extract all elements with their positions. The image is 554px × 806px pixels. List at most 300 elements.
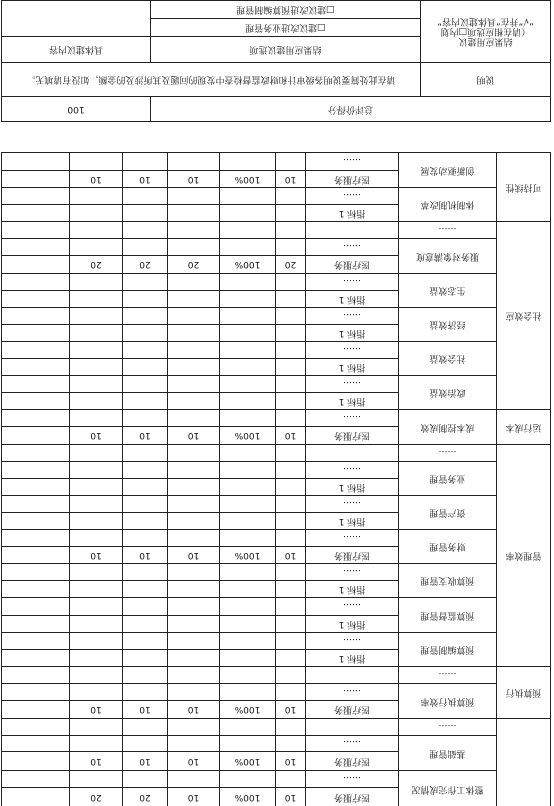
subcategory-cell: 预算编制管理 (399, 633, 497, 667)
blank-cell (2, 376, 70, 393)
indicator-cell: …… (306, 462, 399, 479)
subcategory-cell: 经济效益 (399, 308, 497, 342)
weight-cell: 10 (168, 752, 220, 771)
indicator-cell: 医疗服务 (306, 788, 399, 806)
indicator-cell: 指标 1 (306, 393, 399, 410)
completion-rate-cell: 100% (220, 256, 276, 274)
score-cell (123, 308, 168, 325)
table-row (2, 359, 551, 376)
weight-cell (168, 222, 220, 239)
table-row (2, 445, 551, 462)
blank-cell (2, 479, 70, 496)
weight-cell: 10 (168, 171, 220, 188)
weight-cell (168, 376, 220, 393)
blank-cell (2, 701, 70, 719)
completion-rate-cell (220, 393, 276, 410)
completion-rate-cell: 100% (220, 701, 276, 719)
completion-rate-cell (220, 564, 276, 581)
table-row (2, 650, 551, 667)
score-cell (123, 222, 168, 239)
suggestion-content-cell[interactable] (1, 1, 150, 37)
blank-cell (2, 650, 70, 667)
table-row (2, 752, 551, 771)
subcategory-cell: 整体工作完成情况 (399, 771, 497, 806)
score-cell (123, 650, 168, 667)
final-score-cell (70, 205, 123, 222)
table-row (2, 513, 551, 530)
score-cell (123, 445, 168, 462)
completion-rate-cell (220, 188, 276, 205)
final-score-cell (70, 616, 123, 633)
standard-value-cell (276, 239, 306, 256)
total-score-value: 100 (1, 97, 150, 122)
subcategory-cell: 成本控制成效 (399, 410, 497, 445)
indicator-cell: …… (306, 188, 399, 205)
score-cell (123, 359, 168, 376)
table-row (2, 256, 551, 274)
completion-rate-cell (220, 222, 276, 239)
standard-value-cell (276, 719, 306, 736)
final-score-cell (70, 291, 123, 308)
weight-cell (168, 719, 220, 736)
table-row (2, 291, 551, 308)
subcategory-cell: 政治效益 (399, 376, 497, 410)
blank-cell (2, 633, 70, 650)
score-cell: 10 (123, 547, 168, 564)
blank-cell (2, 188, 70, 205)
completion-rate-cell (220, 667, 276, 684)
final-score-cell (70, 684, 123, 701)
indicator-cell: …… (306, 564, 399, 581)
blank-cell (2, 684, 70, 701)
score-cell (123, 410, 168, 427)
standard-value-cell (276, 205, 306, 222)
score-cell (123, 719, 168, 736)
standard-value-cell: 10 (276, 788, 306, 806)
completion-rate-cell (220, 153, 276, 171)
completion-rate-cell (220, 376, 276, 393)
final-score-cell (70, 530, 123, 547)
completion-rate-cell (220, 719, 276, 736)
table-row (2, 479, 551, 496)
blank-cell (2, 547, 70, 564)
completion-rate-cell (220, 633, 276, 650)
indicator-cell: …… (306, 633, 399, 650)
standard-value-cell: 20 (276, 256, 306, 274)
subcategory-cell: …… (399, 667, 497, 684)
final-score-cell (70, 633, 123, 650)
completion-rate-cell (220, 684, 276, 701)
option-business-management[interactable]: □建议改进业务管理 (150, 19, 420, 37)
standard-value-cell (276, 359, 306, 376)
weight-cell (168, 410, 220, 427)
blank-cell (2, 616, 70, 633)
score-cell (123, 462, 168, 479)
subcategory-cell: 资产管理 (399, 496, 497, 530)
standard-value-cell (276, 581, 306, 598)
blank-cell (2, 788, 70, 806)
completion-rate-cell (220, 462, 276, 479)
weight-cell (168, 342, 220, 359)
standard-value-cell (276, 393, 306, 410)
weight-cell (168, 616, 220, 633)
score-cell (123, 274, 168, 291)
subcategory-cell: 社会效益 (399, 342, 497, 376)
completion-rate-cell (220, 239, 276, 256)
completion-rate-cell: 100% (220, 788, 276, 806)
table-row (2, 325, 551, 342)
weight-cell (168, 513, 220, 530)
final-score-cell (70, 496, 123, 513)
indicator-cell: 指标 1 (306, 325, 399, 342)
weight-cell (168, 393, 220, 410)
final-score-cell (70, 598, 123, 616)
total-score-label: 总评价得分 (150, 97, 550, 122)
indicator-cell: …… (306, 239, 399, 256)
standard-value-cell: 10 (276, 427, 306, 445)
blank-cell (2, 427, 70, 445)
final-score-cell (70, 342, 123, 359)
completion-rate-cell (220, 325, 276, 342)
completion-rate-cell (220, 771, 276, 788)
score-cell (123, 581, 168, 598)
table-row (2, 616, 551, 633)
score-cell (123, 342, 168, 359)
indicator-cell: 医疗服务 (306, 256, 399, 274)
weight-cell (168, 325, 220, 342)
table-row (2, 667, 551, 684)
standard-value-cell: 10 (276, 171, 306, 188)
blank-cell (2, 771, 70, 788)
weight-cell (168, 684, 220, 701)
blank-cell (2, 325, 70, 342)
completion-rate-cell (220, 274, 276, 291)
subcategory-cell: 预算监督管理 (399, 598, 497, 633)
subcategory-cell: …… (399, 222, 497, 239)
weight-cell (168, 633, 220, 650)
standard-value-cell (276, 616, 306, 633)
category-cell: 管理效率 (497, 445, 551, 667)
indicator-cell (306, 667, 399, 684)
indicator-cell: …… (306, 342, 399, 359)
indicator-cell: 指标 1 (306, 291, 399, 308)
score-cell (123, 530, 168, 547)
standard-value-cell (276, 736, 306, 752)
blank-cell (2, 359, 70, 376)
completion-rate-cell (220, 308, 276, 325)
suggestion-label-line3: “√”并在“具体建议内容” (437, 16, 534, 27)
blank-cell (2, 736, 70, 752)
standard-value-cell (276, 564, 306, 581)
score-cell (123, 393, 168, 410)
standard-value-cell (276, 633, 306, 650)
blank-cell (2, 222, 70, 239)
category-cell: 预算执行 (497, 667, 551, 719)
score-cell: 20 (123, 256, 168, 274)
indicator-cell: …… (306, 684, 399, 701)
indicator-cell: 医疗服务 (306, 427, 399, 445)
score-cell: 10 (123, 701, 168, 719)
final-score-cell (70, 581, 123, 598)
subcategory-cell: 基础管理 (399, 736, 497, 771)
indicator-cell: 医疗服务 (306, 701, 399, 719)
final-score-cell (70, 188, 123, 205)
completion-rate-cell (220, 513, 276, 530)
completion-rate-cell: 100% (220, 171, 276, 188)
blank-cell (2, 239, 70, 256)
score-cell (123, 513, 168, 530)
score-cell (123, 479, 168, 496)
weight-cell: 10 (168, 788, 220, 806)
weight-cell (168, 530, 220, 547)
weight-cell (168, 239, 220, 256)
indicator-cell: 指标 1 (306, 616, 399, 633)
final-score-cell: 10 (70, 427, 123, 445)
table-row (2, 427, 551, 445)
weight-cell (168, 564, 220, 581)
final-score-cell (70, 479, 123, 496)
suggestion-label-line1: 结果应用建议 (458, 36, 513, 47)
standard-value-cell: 10 (276, 547, 306, 564)
final-score-cell (70, 393, 123, 410)
standard-value-cell (276, 684, 306, 701)
final-score-cell (70, 222, 123, 239)
final-score-cell (70, 771, 123, 788)
completion-rate-cell (220, 479, 276, 496)
score-cell (123, 667, 168, 684)
suggestion-label (421, 1, 551, 63)
final-score-cell: 10 (70, 752, 123, 771)
standard-value-cell: 10 (276, 701, 306, 719)
score-cell (123, 598, 168, 616)
weight-cell (168, 667, 220, 684)
standard-value-cell (276, 222, 306, 239)
score-cell (123, 633, 168, 650)
weight-cell: 10 (168, 427, 220, 445)
final-score-cell (70, 153, 123, 171)
blank-cell (2, 496, 70, 513)
weight-cell: 10 (168, 701, 220, 719)
indicator-cell: 医疗服务 (306, 171, 399, 188)
final-score-cell (70, 410, 123, 427)
completion-rate-cell (220, 291, 276, 308)
standard-value-cell (276, 274, 306, 291)
standard-value-cell (276, 342, 306, 359)
indicator-cell: 医疗服务 (306, 547, 399, 564)
weight-cell (168, 581, 220, 598)
indicator-cell: …… (306, 410, 399, 427)
blank-cell (2, 342, 70, 359)
indicator-cell: …… (306, 598, 399, 616)
standard-value-cell (276, 445, 306, 462)
indicator-cell: …… (306, 496, 399, 513)
blank-cell (2, 462, 70, 479)
completion-rate-cell (220, 650, 276, 667)
blank-cell (2, 291, 70, 308)
blank-cell (2, 581, 70, 598)
standard-value-cell (276, 291, 306, 308)
blank-cell (2, 564, 70, 581)
category-cell: 社会效应 (497, 222, 551, 410)
score-cell: 20 (123, 788, 168, 806)
completion-rate-cell (220, 359, 276, 376)
score-cell (123, 376, 168, 393)
standard-value-cell (276, 530, 306, 547)
final-score-cell (70, 736, 123, 752)
completion-rate-cell (220, 342, 276, 359)
weight-cell (168, 359, 220, 376)
suggestion-content-header: 具体建议内容 (1, 37, 150, 63)
indicator-cell: 指标 1 (306, 479, 399, 496)
weight-cell (168, 205, 220, 222)
final-score-cell (70, 239, 123, 256)
table-row (2, 719, 551, 736)
weight-cell (168, 445, 220, 462)
subcategory-cell: 预算执行效率 (399, 684, 497, 719)
note-text: 请在此处简要说明各级审计和财政监督检查中发现的问题及其所涉及的金额，如没有请填无。 (1, 63, 420, 97)
standard-value-cell (276, 153, 306, 171)
note-label: 说明 (421, 63, 551, 97)
standard-value-cell (276, 188, 306, 205)
final-score-cell: 10 (70, 701, 123, 719)
final-score-cell (70, 667, 123, 684)
category-cell (497, 719, 551, 806)
subcategory-cell: …… (399, 445, 497, 462)
blank-cell (2, 153, 70, 171)
score-cell (123, 771, 168, 788)
standard-value-cell (276, 325, 306, 342)
table-row (2, 171, 551, 188)
completion-rate-cell (220, 616, 276, 633)
option-budget-management[interactable]: □建议改进预算编制管理 (150, 1, 420, 19)
standard-value-cell (276, 650, 306, 667)
indicator-cell: …… (306, 153, 399, 171)
completion-rate-cell (220, 496, 276, 513)
table-row (2, 701, 551, 719)
final-score-cell: 10 (70, 171, 123, 188)
final-score-cell (70, 274, 123, 291)
final-score-cell (70, 719, 123, 736)
standard-value-cell (276, 376, 306, 393)
indicator-cell: 指标 1 (306, 359, 399, 376)
blank-cell (2, 752, 70, 771)
evaluation-table (1, 152, 551, 806)
weight-cell (168, 291, 220, 308)
category-cell: 可持续性 (497, 153, 551, 222)
score-cell (123, 736, 168, 752)
score-cell (123, 188, 168, 205)
weight-cell: 10 (168, 547, 220, 564)
score-cell: 10 (123, 171, 168, 188)
final-score-cell (70, 650, 123, 667)
completion-rate-cell: 100% (220, 547, 276, 564)
score-cell (123, 291, 168, 308)
indicator-cell: …… (306, 376, 399, 393)
weight-cell (168, 650, 220, 667)
subcategory-cell: 体制机制改革 (399, 188, 497, 222)
weight-cell (168, 598, 220, 616)
blank-cell (2, 410, 70, 427)
footer-table (1, 0, 551, 122)
final-score-cell (70, 564, 123, 581)
subcategory-cell: 预算收支管理 (399, 564, 497, 598)
indicator-cell (306, 222, 399, 239)
suggestion-options-header: 结果应用建议选项 (150, 37, 420, 63)
standard-value-cell (276, 771, 306, 788)
completion-rate-cell (220, 410, 276, 427)
completion-rate-cell (220, 598, 276, 616)
completion-rate-cell (220, 205, 276, 222)
indicator-cell: …… (306, 736, 399, 752)
blank-cell (2, 598, 70, 616)
weight-cell (168, 188, 220, 205)
suggestion-label-line2: （请在相应选项□内划 (440, 26, 531, 37)
subcategory-cell: 业务管理 (399, 462, 497, 496)
table-row (2, 581, 551, 598)
blank-cell (2, 719, 70, 736)
blank-cell (2, 445, 70, 462)
subcategory-cell: 服务对象满意度 (399, 239, 497, 274)
final-score-cell (70, 462, 123, 479)
weight-cell (168, 274, 220, 291)
weight-cell (168, 479, 220, 496)
indicator-cell (306, 445, 399, 462)
weight-cell (168, 736, 220, 752)
final-score-cell (70, 325, 123, 342)
indicator-cell: …… (306, 308, 399, 325)
indicator-cell: …… (306, 771, 399, 788)
standard-value-cell (276, 410, 306, 427)
score-cell (123, 325, 168, 342)
final-score-cell: 20 (70, 256, 123, 274)
final-score-cell (70, 445, 123, 462)
indicator-cell: …… (306, 274, 399, 291)
completion-rate-cell (220, 736, 276, 752)
table-row (2, 222, 551, 239)
blank-cell (2, 667, 70, 684)
final-score-cell: 10 (70, 547, 123, 564)
score-cell (123, 153, 168, 171)
indicator-cell: …… (306, 530, 399, 547)
score-cell (123, 616, 168, 633)
final-score-cell (70, 359, 123, 376)
weight-cell (168, 496, 220, 513)
blank-cell (2, 256, 70, 274)
blank-cell (2, 274, 70, 291)
indicator-cell: 医疗服务 (306, 752, 399, 771)
standard-value-cell (276, 667, 306, 684)
standard-value-cell (276, 598, 306, 616)
score-cell (123, 496, 168, 513)
weight-cell (168, 462, 220, 479)
indicator-cell: 指标 1 (306, 205, 399, 222)
final-score-cell (70, 376, 123, 393)
completion-rate-cell: 100% (220, 427, 276, 445)
score-cell: 10 (123, 427, 168, 445)
table-row (2, 788, 551, 806)
standard-value-cell: 10 (276, 752, 306, 771)
weight-cell (168, 308, 220, 325)
indicator-cell: 指标 1 (306, 650, 399, 667)
completion-rate-cell: 100% (220, 752, 276, 771)
standard-value-cell (276, 496, 306, 513)
score-cell (123, 205, 168, 222)
subcategory-cell: 财务管理 (399, 530, 497, 564)
table-row (2, 547, 551, 564)
completion-rate-cell (220, 445, 276, 462)
indicator-cell: 指标 1 (306, 513, 399, 530)
standard-value-cell (276, 308, 306, 325)
